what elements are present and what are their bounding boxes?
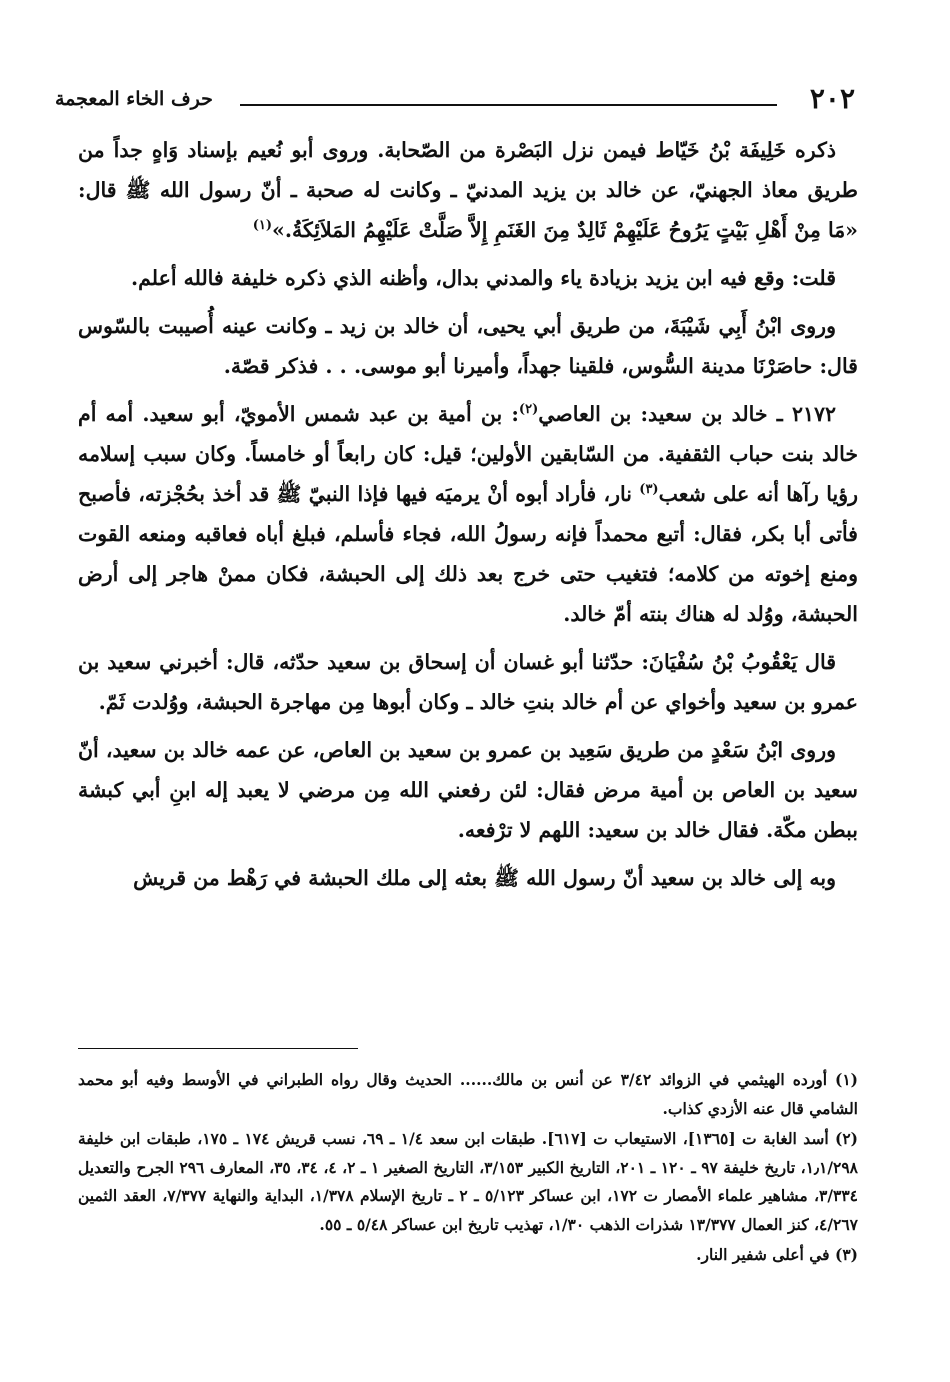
entry-title: ٢١٧٢ ـ خالد بن سعيد: بن العاصي	[538, 402, 836, 426]
paragraph-6-text: وروى ابْنُ سَعْدٍ من طريق سَعِيد بن عمرو بن سعيد بن العاص، عن عمه خالد بن سعيد، أنّ سعيد بن العاص بن أمية مرض فقال: لئن رفعني الله مِن مرضي لا يعبد إله ابنِ أبي كبشة ببطن مكّة. فقال خالد بن سعيد: اللهم لا ترْفعه.	[78, 738, 858, 842]
paragraph-5-text: قال يَعْقُوبُ بْنُ سُفْيَانَ: حدّثنا أبو غسان أن إسحاق بن سعيد حدّثه، قال: أخبرني سعيد بن عمرو بن سعيد وأخواي عن أم خالد بنتِ خالد ـ وكان أبوها مِن مهاجرة الحبشة، ووُلدت ثَمّ.	[78, 650, 858, 714]
header-rule	[240, 104, 777, 106]
paragraph-1	[78, 130, 858, 250]
footnote-1: (١) أورده الهيثمي في الزوائد ٣/٤٢ عن أنس بن مالك...... الحديث وقال رواه الطبراني في الأوسط وفيه أبو محمد الشامي قال عنه الأزدي كذاب.	[78, 1070, 858, 1118]
paragraph-7-text: وبه إلى خالد بن سعيد أنّ رسول الله ﷺ بعثه إلى ملك الحبشة في رَهْط من قريش	[133, 866, 836, 890]
footnotes	[78, 1066, 858, 1272]
entry-2172	[78, 394, 858, 634]
footnote-3: (٣) في أعلى شفير النار.	[696, 1245, 858, 1264]
paragraph-1-text: ذكره خَلِيفَة بْنُ خَيّاط فيمن نزل البَصْرة من الصّحابة. وروى أبو نُعيم بإسناد وَاهٍ جداً من طريق معاذ الجهنيّ، عن خالد بن يزيد المدنيّ ـ وكانت له صحبة ـ أنّ رسول الله ﷺ قال: «مَا مِنْ أَهْلِ بَيْتٍ يَرُوحُ عَلَيْهِمْ ثَالِدٌ مِنَ الغَنَمِ إِلاَّ صَلَّتْ عَلَيْهِمُ المَلاَئِكَةُ.»	[78, 138, 858, 242]
paragraph-3	[78, 306, 858, 386]
footnote-separator	[78, 1048, 358, 1049]
paragraph-6	[78, 730, 858, 850]
footnote-ref-2: (٢)	[518, 402, 539, 418]
paragraph-3-text: وروى ابْنُ أَبِي شَيْبَةَ، من طريق أبي يحيى، أن خالد بن زيد ـ وكانت عينه أُصيبت بالسّوس قال: حاصَرْنَا مدينة السُّوس، فلقينا جهداً، وأميرنا أبو موسى. . . فذكر قصّة.	[78, 314, 858, 378]
footnote-ref-3: (٣)	[639, 482, 659, 498]
running-title: حرف الخاء المعجمة	[55, 88, 213, 110]
page-header	[55, 82, 855, 116]
footnote-ref-1: (١)	[252, 218, 273, 234]
entry-text-b: نار، فأراد أبوه أنْ يرميَه فيها فإذا النبيّ ﷺ قد أخذ بحُجْزته، فأصبح فأتى أبا بكر، فقال: أتبع محمداً فإنه رسولُ الله، فجاء فأسلم، فبلغ أباه فعاقبه ومنعه القوت ومنع إخوته من كلامه؛ فتغيب حتى خرج بعد ذلك إلى الحبشة، فكان ممنْ هاجر إلى أرض الحبشة، ووُلد له هناك بنته أمّ خالد.	[78, 482, 858, 626]
footnote-2: (٢) أسد الغابة ت [١٣٦٥]، الاستيعاب ت [٦١٧]. طبقات ابن سعد ١/٤ ـ ٦٩، نسب قريش ١٧٤ ـ ١٧٥، طبقات ابن خليفة ١٫١/٢٩٨، تاريخ خليفة ٩٧ ـ ١٢٠ ـ ٢٠١، التاريخ الكبير ٣/١٥٣، التاريخ الصغير ١ ـ ٢، ٤، ٣٤، ٣٥، المعارف ٢٩٦ الجرح والتعديل ٣/٣٣٤، مشاهير علماء الأمصار ت ١٧٢، ابن عساكر ٥/١٢٣ ـ ٢ ـ تاريخ الإسلام ١/٣٧٨، البداية والنهاية ٧/٣٧٧، العقد الثمين ٤/٢٦٧، كنز العمال ١٣/٣٧٧ شذرات الذهب ١/٣٠، تهذيب تاريخ ابن عساكر ٥/٤٨ ـ ٥٥.	[78, 1129, 858, 1234]
page-number: ٢٠٢	[809, 82, 855, 115]
paragraph-7	[78, 858, 858, 898]
entry-text-a: : بن أمية بن عبد شمس الأمويّ، أبو سعيد. أمه أم خالد بنت حباب الثقفية. من السّابقين الأولين؛ قيل: كان رابعاً أو خامساً. وكان سبب إسلامه رؤيا رآها أنه على شعب	[78, 402, 858, 506]
paragraph-2-text: قلت: وقع فيه ابن يزيد بزيادة ياء والمدني بدال، وأظنه الذي ذكره خليفة فالله أعلم.	[131, 266, 836, 290]
paragraph-5	[78, 642, 858, 722]
main-text	[78, 130, 858, 906]
paragraph-2	[78, 258, 858, 298]
